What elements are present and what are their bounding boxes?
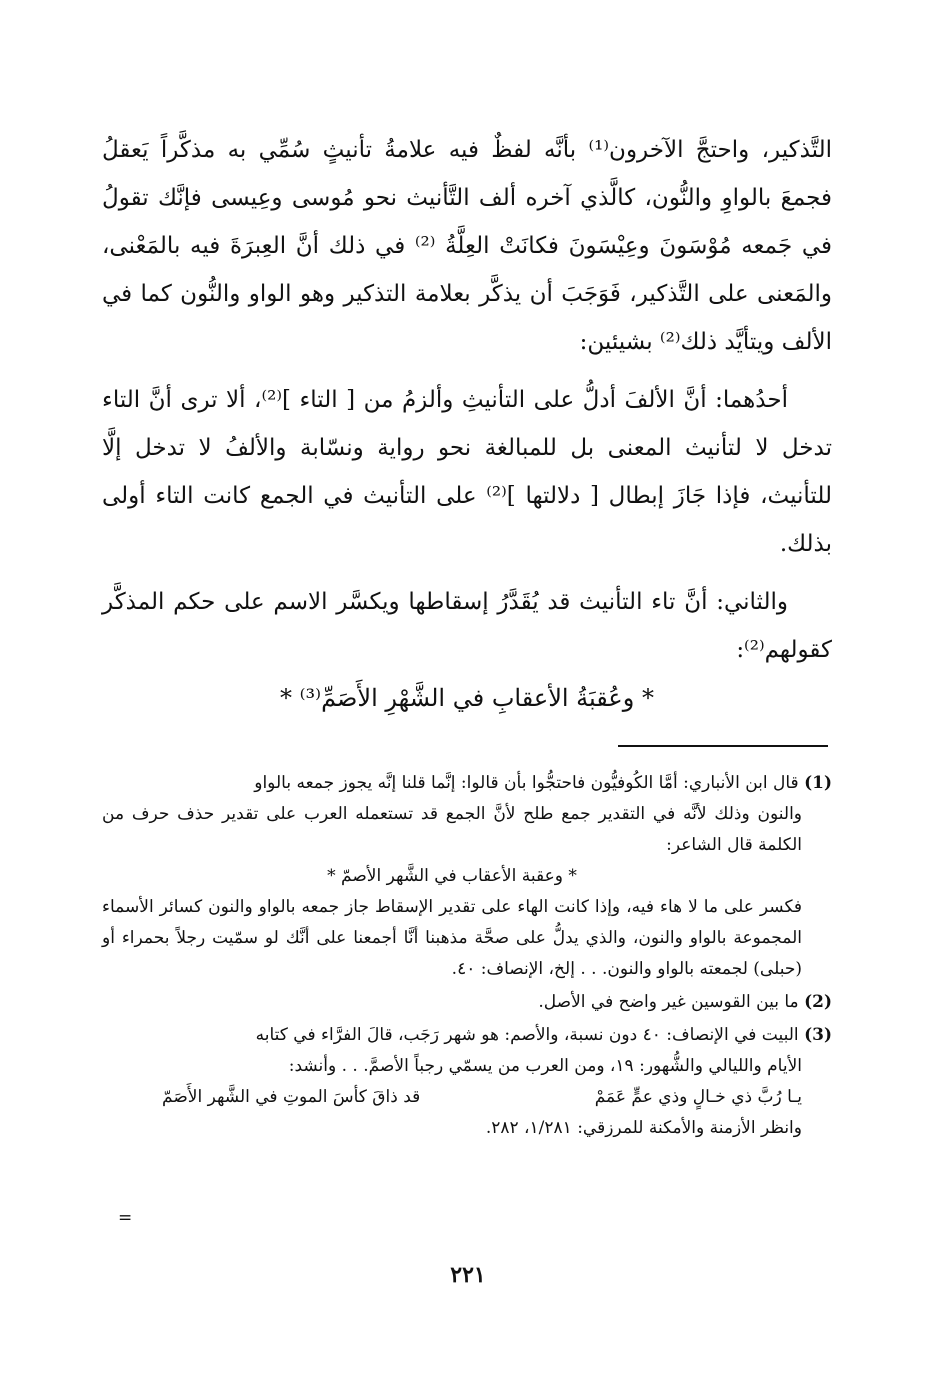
footnote-3 — [102, 1020, 832, 1144]
footnote-number: (2) — [804, 992, 832, 1012]
poem-second-hemistich: قد ذاقَ كأسَ الموتِ في الشَّهر الأَصَمّ — [162, 1087, 421, 1107]
paragraph-3: والثاني: أنَّ تاء التأنيث قد يُقَدَّرُ إسقاطها ويكسَّر الاسم على حكم المذكَّر كقولهم⁽²⁾: — [102, 589, 832, 663]
main-text — [102, 126, 832, 722]
footnote-number: (3) — [804, 1025, 832, 1045]
footnote-1 — [102, 768, 832, 985]
footnote-number: (1) — [804, 773, 832, 793]
footnote-text: البيت في الإنصاف: ٤٠ دون نسبة، والأصم: هو شهر رَجَب، قالَ الفرَّاء في كتابه — [255, 1025, 799, 1045]
paragraph-2: أحدُهما: أنَّ الألفَ أدلُّ على التأنيثِ وألزمُ من [ التاء ]⁽²⁾، ألا ترى أنَّ التاء تدخل لا لتأنيث المعنى بل للمبالغة نحو رواية ونسّابة والألفُ لا تدخل إلَّا للتأنيث، فإذا جَازَ إبطال [ دلالتها ]⁽²⁾ على التأنيث في الجمع كانت التاء أولى بذلك. — [102, 387, 832, 557]
footnote-verse: * وعقبة الأعقاب في الشَّهر الأصمّ * — [327, 866, 577, 886]
footnote-text: قال ابن الأنباري: أمَّا الكُوفيُّون فاحتجُّوا بأن قالوا: إنَّما قلنا إنَّه يجوز جمعه بالواو — [254, 773, 799, 793]
verse-line: * وعُقبَةُ الأعقابِ في الشَّهْرِ الأَصَمِّ⁽³⁾ * — [280, 684, 654, 712]
footnote-text: ما بين القوسين غير واضح في الأصل. — [538, 992, 799, 1012]
footnote-text: فكسر على ما لا هاء فيه، وإذا كانت الهاء على تقدير الإسقاط جاز جمعه بالواو والنون كسائر الأسماء المجموعة بالواو والنون، والذي يدلُّ على صحَّة مذهبنا أنَّا أجمعنا على أنَّك لو سمّيت رجلاً بحمراء أو (حبلى) لجمعته بالواو والنون. . . إلخ، الإنصاف: ٤٠. — [102, 897, 802, 979]
footnote-text: الأيام والليالي والشُّهور: ١٩، ومن العرب من يسمّي رجباً الأصمَّ. . . وأنشد: — [288, 1056, 802, 1076]
footnotes — [102, 768, 832, 1146]
paragraph-1: التَّذكير، واحتجَّ الآخرون⁽¹⁾ بأنَّه لفظٌ فيه علامةُ تأنيثٍ سُمِّي به مذكَّراً يَعقلُ فجمعَ بالواوِ والنُّون، كالَّذي آخره ألف التَّأنيث نحو مُوسى وعِيسى فإنَّك تقولُ في جَمعه مُوْسَونَ وعِيْسَونَ فكانَتْ العِلَّةُ ⁽²⁾ في ذلك أنَّ العِبرَةَ فيه بالمَعْنى، والمَعنى على التَّذكير، فَوَجَبَ أن يذكَّر بعلامة التذكير وهو الواو والنُّون كما في الألف ويتأيَّد ذلك⁽²⁾ بشيئين: — [102, 137, 832, 355]
footnote-text: والنون وذلك لأنَّه في التقدير جمع طلح لأنَّ الجمع قد تستعمله العرب على تقدير حذف حرف من الكلمة قال الشاعر: — [102, 804, 802, 855]
footnote-divider — [618, 745, 828, 747]
footnote-text: وانظر الأزمنة والأمكنة للمرزقي: ١/٢٨١، ٢٨٢. — [485, 1118, 802, 1138]
footnote-2 — [102, 987, 832, 1018]
footnote-poem — [102, 1082, 832, 1113]
poem-first-hemistich: يـا رُبَّ ذي خـالٍ وذي عمٍّ عَمَمْ — [594, 1087, 802, 1107]
page-number: ٢٢١ — [450, 1262, 486, 1288]
continuation-mark: = — [118, 1208, 133, 1228]
